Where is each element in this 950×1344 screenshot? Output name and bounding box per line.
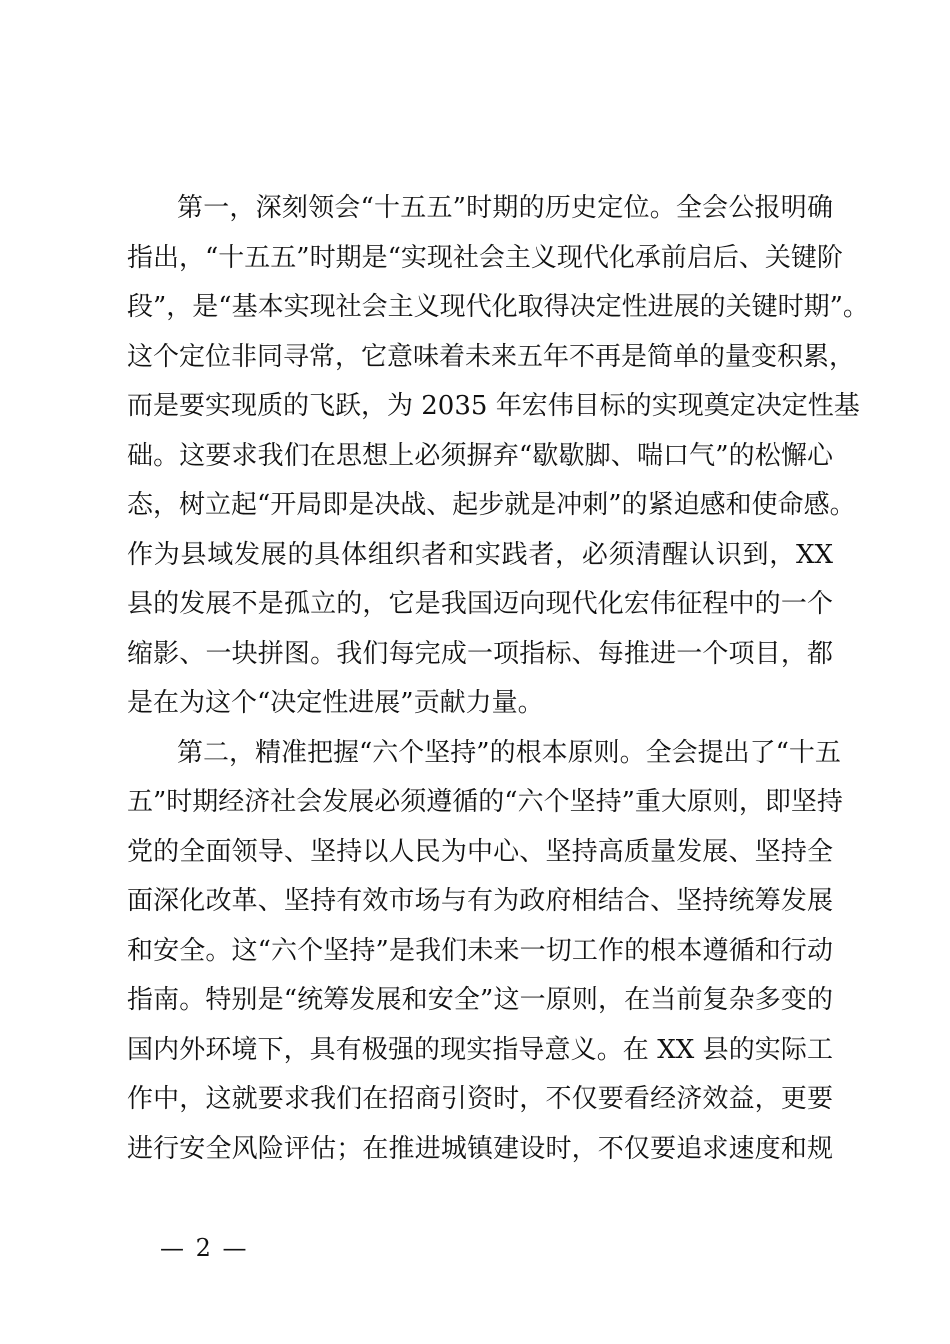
page-number: — 2 — — [160, 1234, 249, 1262]
text-line: 县的发展不是孤立的，它是我国迈向现代化宏伟征程中的一个 — [127, 589, 833, 619]
text-line: 和安全。这“六个坚持”是我们未来一切工作的根本遵循和行动 — [127, 935, 833, 966]
text-line: 础。这要求我们在思想上必须摒弃“歇歇脚、喘口气”的松懈心 — [127, 440, 833, 471]
text-line: 缩影、一块拼图。我们每完成一项指标、每推进一个项目，都 — [127, 638, 833, 669]
text-line: 第一，深刻领会“十五五”时期的历史定位。全会公报明确 — [177, 193, 833, 223]
text-line: 面深化改革、坚持有效市场与有为政府相结合、坚持统筹发展 — [127, 886, 833, 916]
text-line: 进行安全风险评估；在推进城镇建设时，不仅要追求速度和规 — [127, 1133, 833, 1164]
text-line: 国内外环境下，具有极强的现实指导意义。在 XX 县的实际工 — [127, 1034, 833, 1065]
paragraph-2 — [127, 729, 843, 1175]
text-line: 是在为这个“决定性进展”贡献力量。 — [127, 688, 544, 718]
text-line: 态，树立起“开局即是决战、起步就是冲刺”的紧迫感和使命感。 — [127, 490, 856, 520]
text-line: 这个定位非同寻常，它意味着未来五年不再是简单的量变积累， — [127, 341, 856, 372]
text-line: 五”时期经济社会发展必须遵循的“六个坚持”重大原则，即坚持 — [127, 787, 843, 817]
text-line: 作中，这就要求我们在招商引资时，不仅要看经济效益，更要 — [127, 1084, 833, 1114]
text-line: 指南。特别是“统筹发展和安全”这一原则，在当前复杂多变的 — [127, 985, 833, 1015]
body-text — [127, 184, 869, 1174]
paragraph-1 — [127, 184, 869, 729]
text-line: 党的全面领导、坚持以人民为中心、坚持高质量发展、坚持全 — [127, 836, 833, 867]
text-line: 指出，“十五五”时期是“实现社会主义现代化承前启后、关键阶 — [127, 242, 843, 273]
text-line: 第二，精准把握“六个坚持”的根本原则。全会提出了“十五 — [177, 737, 841, 768]
text-line: 而是要实现质的飞跃，为 2035 年宏伟目标的实现奠定决定性基 — [127, 391, 860, 421]
text-line: 作为县域发展的具体组织者和实践者，必须清醒认识到，XX — [127, 539, 833, 570]
text-line: 段”，是“基本实现社会主义现代化取得决定性进展的关键时期”。 — [127, 292, 869, 322]
